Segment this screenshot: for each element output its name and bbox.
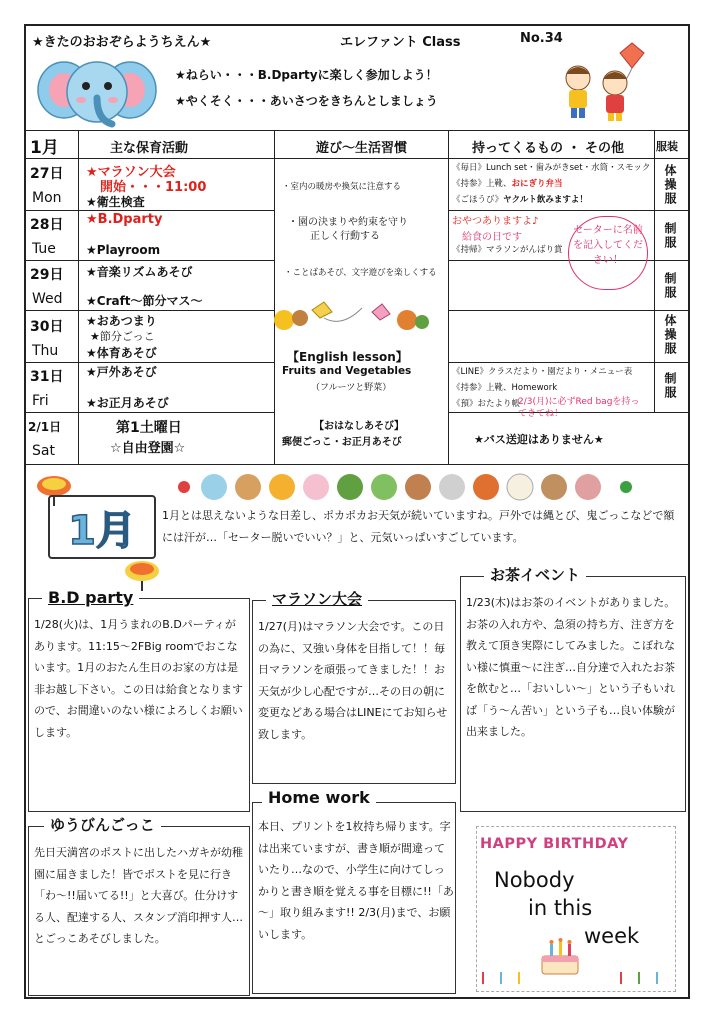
zodiac-animals-row bbox=[170, 470, 650, 504]
bd-party-title: B.D party bbox=[42, 588, 139, 607]
bring-item: 《LINE》クラスだより・園だより・メニュー表 bbox=[452, 367, 633, 377]
activity-text: ★節分ごっこ bbox=[90, 330, 155, 343]
bring-item: 《預》おたより帳 bbox=[452, 399, 521, 409]
english-lesson-jp: （フルーツと野菜） bbox=[311, 383, 392, 393]
weekday-label: Sat bbox=[32, 443, 55, 459]
promise-text: ★やくそく・・・あいさつをきちんとしましょう bbox=[175, 94, 438, 108]
bring-item: 《持参》上靴、 bbox=[452, 179, 512, 189]
english-lesson-title: 【English lesson】 bbox=[287, 350, 408, 364]
weekday-label: Mon bbox=[32, 190, 62, 206]
bring-item: 《持参》上靴、Homework bbox=[452, 383, 558, 393]
school-name: ★きたのおおぞらようちえん★ bbox=[32, 35, 212, 50]
col-bring-header: 持ってくるもの ・ その他 bbox=[472, 141, 625, 156]
birthday-line-2: in this bbox=[528, 896, 593, 920]
activity-text: ★マラソン大会 bbox=[86, 165, 176, 180]
bring-item: 給食の日です bbox=[462, 232, 522, 243]
story-subtitle: 郵便ごっこ・お正月あそび bbox=[282, 437, 402, 448]
homework-text: 本日、プリントを1枚持ち帰ります。字は出来ていますが、書き順が間違っていたり…なので、小学生に向けてしっかりと書き順を覚える事を目標に!!「あ～」取り組みます!! 2/3(月)まで、お願いします。 bbox=[258, 820, 454, 941]
month-badge bbox=[48, 495, 156, 559]
activity-text: ★衛生検査 bbox=[86, 195, 145, 209]
col-uniform-header: 服装 bbox=[656, 140, 678, 153]
story-title: 【おはなしあそび】 bbox=[314, 421, 404, 432]
date-label: 31日 bbox=[30, 369, 64, 385]
tea-event-text: 1/23(木)はお茶のイベントがありました。お茶の入れ方や、急須の持ち方、注ぎ方を教えて頂き実際にしてみました。こぼれない様に慎重～に注ぎ…自分達で入れたお茶を飲むと…「おいしい～」という子もいれば「う～ん苦い」という子も…良い体験が出来ました。 bbox=[466, 596, 676, 738]
birthday-banner bbox=[480, 836, 629, 852]
uniform-label: 体操服 bbox=[663, 314, 677, 356]
date-label: 27日 bbox=[30, 166, 64, 182]
play-item: 正しく行動する bbox=[310, 231, 380, 242]
birthday-line-3: week bbox=[584, 924, 640, 948]
month-badge-text: 1月 bbox=[68, 507, 136, 554]
bring-item: おやつありますよ♪ bbox=[452, 216, 539, 227]
homework-title: Home work bbox=[262, 788, 376, 807]
activity-text: 第1土曜日 bbox=[116, 420, 182, 436]
uniform-label: 体操服 bbox=[663, 164, 677, 206]
activity-text: ★B.Dparty bbox=[86, 212, 163, 227]
bring-highlight: ヤクルト飲みますよ！ bbox=[503, 195, 588, 205]
tea-event-title: お茶イベント bbox=[484, 564, 586, 585]
activity-text: ★Playroom bbox=[86, 243, 161, 257]
date-label: 29日 bbox=[30, 267, 64, 283]
bring-item: 《毎日》Lunch set・歯みがきset・水筒・スモック bbox=[452, 163, 651, 173]
bus-notice: ★バス送迎はありません★ bbox=[474, 433, 604, 446]
date-label: 2/1日 bbox=[28, 420, 62, 434]
birthday-line-1: Nobody bbox=[494, 868, 575, 892]
bring-item: 《ごほうび》 bbox=[452, 195, 504, 205]
issue-number: No.34 bbox=[520, 31, 563, 46]
aim-text: ★ねらい・・・B.Dpartyに楽しく参加しよう！ bbox=[175, 68, 438, 82]
intro-text: 1月とは思えないような日差し、ポカポカお天気が続いていますね。戸外では縄とび、鬼ごっこなどで額には汗が…「セーター脱いでいい？」と、元気いっぱいすごしています。 bbox=[162, 509, 675, 544]
kite-animals-illustration bbox=[262, 290, 442, 340]
bring-highlight: おにぎり弁当 bbox=[511, 179, 563, 189]
sweater-note-bubble: セーターに名前を記入してください！ bbox=[568, 216, 648, 290]
marathon-text: 1/27(月)はマラソン大会です。この日の為に、又強い身体を目指して！！毎日マラソンを頑張ってきました！！お天気が少し心配ですが…その日の朝に変更などある場合はLINEにてお知らせ致します。 bbox=[258, 620, 448, 741]
uniform-label: 制服 bbox=[663, 372, 677, 400]
play-item: ・室内の暖房や換気に注意する bbox=[282, 182, 402, 192]
activity-text: ★戸外あそび bbox=[86, 365, 157, 379]
birthday-banner-text: HAPPY BIRTHDAY bbox=[480, 836, 629, 852]
candles-row bbox=[480, 968, 670, 986]
red-bag-note: 2/3(月)に必ずRed bagを持ってきてね！ bbox=[518, 397, 640, 419]
weekday-label: Wed bbox=[32, 291, 63, 307]
weekday-label: Fri bbox=[32, 393, 49, 409]
activity-text: ★Craft～節分マス～ bbox=[86, 294, 203, 308]
activity-text: ★お正月あそび bbox=[86, 396, 169, 410]
play-item: ・園の決まりや約束を守り bbox=[288, 217, 408, 228]
postal-play-text: 先日天満宮のポストに出したハガキが幼稚園に届きました！皆でポストを見に行き「わ～!!届いてる!!」と大喜び。仕分けする人、配達する人、スタンプ消印押す人…とごっこあそびしました。 bbox=[34, 846, 243, 945]
activity-text: ★音楽リズムあそび bbox=[86, 265, 193, 279]
uniform-label: 制服 bbox=[663, 272, 677, 300]
activity-text: ☆自由登園☆ bbox=[110, 441, 186, 456]
elephant-illustration bbox=[34, 50, 164, 132]
uniform-label: 制服 bbox=[663, 222, 677, 250]
postal-play-title: ゆうびんごっこ bbox=[44, 814, 161, 835]
activity-text: ★体育あそび bbox=[86, 346, 157, 360]
bd-party-text: 1/28(火)は、1月うまれのB.Dパーティがあります。11:15～2FBig roomでおこないます。1月のおたん生日のお家の方は是非お越し下さい。この日は給食となりますので、お間違いのない様によろしくお願いします。 bbox=[34, 618, 243, 739]
col-activities-header: 主な保育活動 bbox=[110, 141, 189, 156]
date-label: 28日 bbox=[30, 217, 64, 233]
activity-text: 開始・・・11:00 bbox=[100, 180, 207, 195]
date-label: 30日 bbox=[30, 319, 64, 335]
month-label: 1月 bbox=[30, 138, 59, 158]
weekday-label: Thu bbox=[32, 343, 59, 359]
kids-kite-illustration bbox=[560, 38, 680, 123]
class-name: エレファント Class bbox=[340, 35, 461, 50]
english-lesson-subtitle: Fruits and Vegetables bbox=[282, 365, 412, 377]
col-play-header: 遊び～生活習慣 bbox=[316, 141, 408, 156]
marathon-title: マラソン大会 bbox=[266, 588, 368, 609]
weekday-label: Tue bbox=[32, 241, 56, 257]
activity-text: ★おあつまり bbox=[86, 314, 157, 328]
bring-item: 《持帰》マラソンがんばり賞 bbox=[452, 245, 563, 255]
play-item: ・ことばあそび、文字遊びを楽しくする bbox=[284, 268, 437, 278]
